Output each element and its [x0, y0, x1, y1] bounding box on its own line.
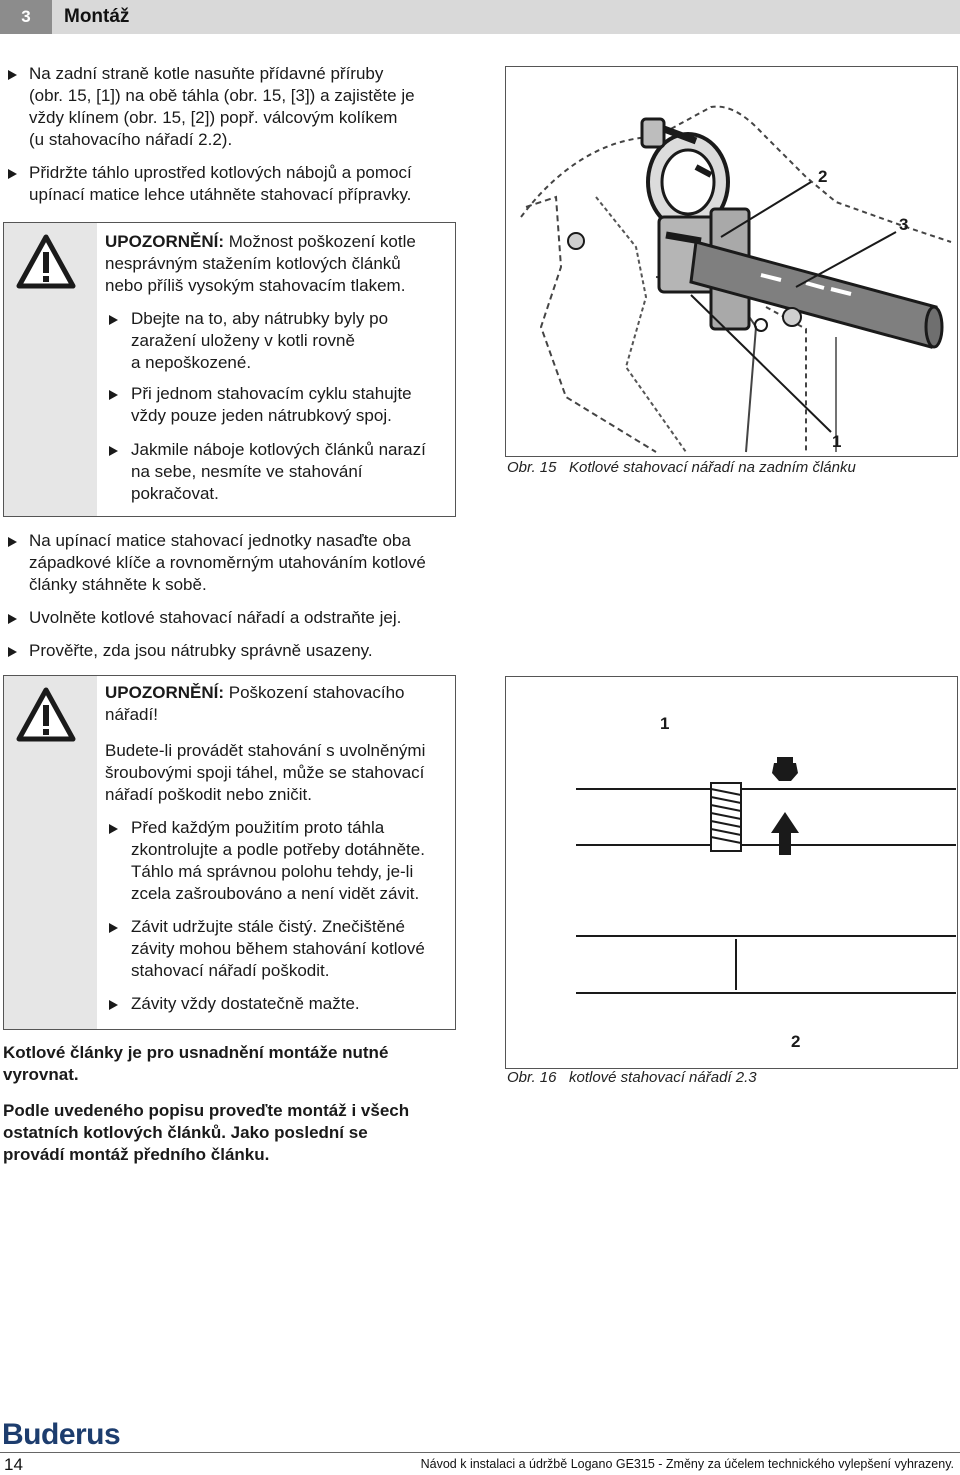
footer-divider [0, 1452, 960, 1453]
step-3: Na upínací matice stahovací jednotky nasaďte oba západkové klíče a rovnoměrným utahováním kotlové články stáhněte k sobě. [29, 531, 426, 594]
bullet-icon [109, 824, 119, 836]
bullet-icon [8, 70, 18, 82]
bullet-icon [8, 537, 18, 549]
page-number: 14 [4, 1455, 23, 1474]
warning-1-text: UPOZORNĚNÍ: Možnost poškození kotle nesprávným stažením kotlových článků nebo příliš vysokým stahovacím tlakem. [105, 232, 416, 295]
warning-2-heading: UPOZORNĚNÍ: Poškození stahovacího nářadí! [105, 683, 405, 724]
step-5: Prověřte, zda jsou nátrubky správně usazeny. [29, 641, 373, 660]
figure-15 [505, 66, 958, 457]
chapter-header-bar [0, 0, 960, 34]
bullet-icon [109, 315, 119, 327]
boiler-section-drawing [506, 67, 957, 456]
chapter-title: Montáž [64, 6, 130, 27]
bullet-icon [8, 169, 18, 181]
callout-2: 2 [818, 167, 828, 186]
step-2: Přidržte táhlo uprostřed kotlových nábojů a pomocí upínací matice lehce utáhněte stahovací přípravky. [29, 163, 412, 204]
warning-box-1 [3, 222, 456, 517]
callout-1: 1 [832, 432, 842, 451]
figure-15-caption: Obr. 15 Kotlové stahovací nářadí na zadním článku [507, 459, 856, 476]
warning-2-item-2: Závit udržujte stále čistý. Znečištěné závity mohou během stahování kotlové stahovací nářadí poškodit. [131, 917, 425, 980]
note-align-sections: Kotlové články je pro usnadnění montáže nutné vyrovnat. [3, 1043, 389, 1084]
step-4: Uvolněte kotlové stahovací nářadí a odstraňte jej. [29, 608, 402, 627]
bullet-icon [109, 390, 119, 402]
buderus-logo: Buderus [2, 1418, 121, 1451]
callout-1: 1 [660, 714, 670, 733]
warning-2-item-1: Před každým použitím proto táhla zkontrolujte a podle potřeby dotáhněte. Táhlo má správnou polohu tehdy, je-li zcela zašroubováno a není vidět závit. [131, 818, 425, 903]
warning-2-item-3: Závity vždy dostatečně mažte. [131, 994, 360, 1013]
threaded-rod-drawing [506, 677, 957, 1068]
warning-label: UPOZORNĚNÍ: [105, 683, 224, 702]
warning-triangle-icon [15, 686, 77, 744]
bullet-icon [109, 923, 119, 935]
note-remaining-sections: Podle uvedeného popisu proveďte montáž i všech ostatních kotlových článků. Jako poslední se provádí montáž předního článku. [3, 1101, 410, 1164]
bullet-icon [109, 446, 119, 458]
warning-1-item-2: Při jednom stahovacím cyklu stahujte vždy pouze jeden nátrubkový spoj. [131, 384, 412, 425]
warning-1-item-1: Dbejte na to, aby nátrubky byly po zaražení uloženy v kotli rovně a nepoškozené. [131, 309, 389, 372]
callout-3: 3 [899, 215, 909, 234]
warning-box-2 [3, 675, 456, 1030]
step-1: Na zadní straně kotle nasuňte přídavné příruby (obr. 15, [1]) na obě táhla (obr. 15, [3]) a zajistěte je vždy klínem (obr. 15, [2]) popř. válcovým kolíkem (u stahovacího nářadí 2.2). [29, 64, 415, 149]
figure-16-caption: Obr. 16 kotlové stahovací nářadí 2.3 [507, 1069, 757, 1086]
figure-16 [505, 676, 958, 1069]
warning-1-item-3: Jakmile náboje kotlových článků narazí na sebe, nesmíte ve stahování pokračovat. [131, 440, 426, 503]
warning-label: UPOZORNĚNÍ: [105, 232, 224, 251]
bullet-icon [8, 614, 18, 626]
bullet-icon [109, 1000, 119, 1012]
warning-triangle-icon [15, 233, 77, 291]
bullet-icon [8, 647, 18, 659]
warning-2-paragraph: Budete-li provádět stahování s uvolněnými šroubovými spoji táhel, může se stahovací nářadí poškodit nebo zničit. [105, 741, 426, 804]
chapter-number: 3 [0, 0, 52, 34]
document-footer-note: Návod k instalaci a údržbě Logano GE315 - Změny za účelem technického vylepšení vyhrazeny. [420, 1457, 954, 1471]
callout-2: 2 [791, 1032, 801, 1051]
